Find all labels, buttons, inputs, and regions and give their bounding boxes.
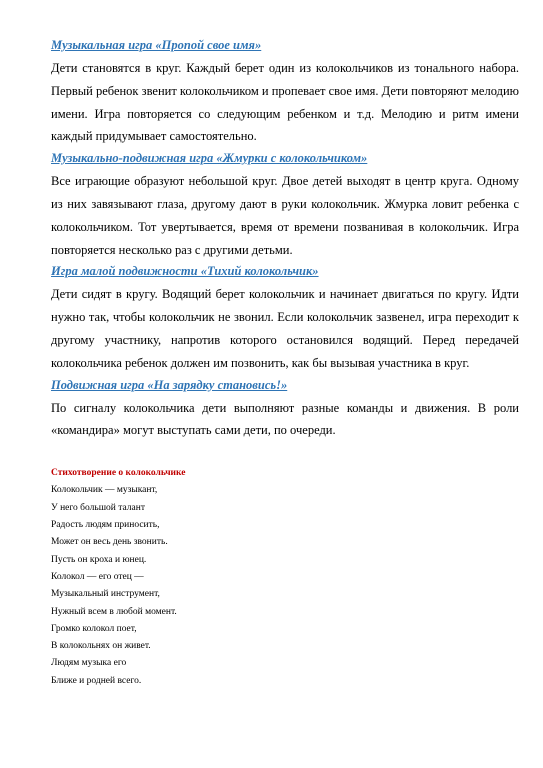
poem-line: Ближе и родней всего. [51, 675, 142, 686]
section-heading: Музыкально-подвижная игра «Жмурки с колокольчиком» [51, 151, 368, 166]
poem-line: Громко колокол поет, [51, 623, 137, 634]
poem-line: Колокол — его отец — [51, 571, 144, 582]
game-section [51, 376, 519, 443]
poem-line: У него большой талант [51, 502, 146, 513]
poem-line: Людям музыка его [51, 658, 127, 669]
section-text: Дети становятся в круг. Каждый берет один из колокольчиков из тонального набора. Первый ребенок звенит колокольчиком и пропевает свое имя. Дети повторяют мелодию имени. Игра повторяется со следующим ребенком и т.д. Мелодию и ритм имени каждый придумывает самостоятельно. [51, 61, 519, 144]
game-section [51, 262, 519, 374]
poem-line: Радость людям приносить, [51, 520, 160, 531]
game-section [51, 36, 519, 148]
section-heading: Игра малой подвижности «Тихий колокольчик» [51, 264, 319, 279]
poem-line: Может он весь день звонить. [51, 537, 168, 548]
poem [51, 465, 519, 690]
poem-line: Колокольчик — музыкант, [51, 485, 158, 496]
poem-line: Музыкальный инструмент, [51, 589, 160, 600]
game-section [51, 149, 519, 261]
poem-line: В колокольнях он живет. [51, 641, 151, 652]
section-heading: Музыкальная игра «Пропой свое имя» [51, 38, 262, 52]
section-text: Дети сидят в кругу. Водящий берет колокольчик и начинает двигаться по кругу. Идти нужно так, чтобы колокольчик не звонил. Если колокольчик зазвенел, игра переходит к другому участнику, напротив которого остановился водящий. Перед передачей колокольчика ребенок должен им позвонить, как бы вызывая участника в круг. [51, 287, 519, 370]
poem-title: Стихотворение о колокольчике [51, 468, 186, 479]
section-heading: Подвижная игра «На зарядку становись!» [51, 377, 288, 392]
poem-line: Пусть он кроха и юнец. [51, 554, 147, 565]
section-text: По сигналу колокольчика дети выполняют разные команды и движения. В роли «командира» могут выступать сами дети, по очереди. [51, 400, 519, 438]
poem-line: Нужный всем в любой момент. [51, 606, 177, 617]
section-text: Все играющие образуют небольшой круг. Двое детей выходят в центр круга. Одному из них завязывают глаза, другому дают в руки колокольчик. Жмурка ловит ребенка с колокольчиком. Тот увертывается, время от времени позванивая в колокольчик. Игра повторяется несколько раз с другими детьми. [51, 174, 519, 257]
